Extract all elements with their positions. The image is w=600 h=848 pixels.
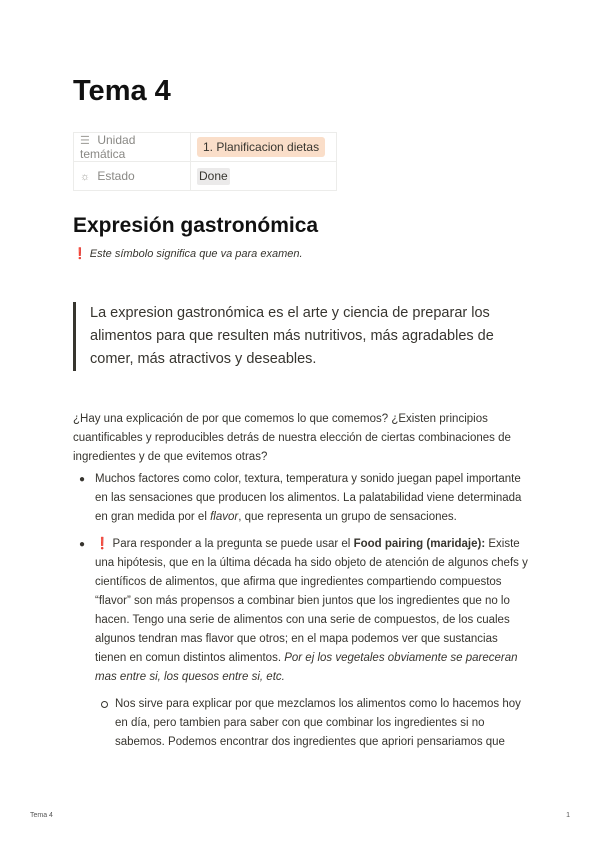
property-value-cell[interactable] — [191, 162, 337, 191]
list-item — [73, 470, 528, 527]
property-row — [74, 162, 337, 191]
property-label: Unidad temática — [80, 133, 136, 161]
property-tag[interactable]: 1. Planificacion dietas — [197, 137, 325, 157]
property-label-cell — [74, 162, 191, 191]
exam-note-text: Este símbolo significa que va para examen. — [89, 248, 303, 260]
bullet-list — [73, 470, 528, 760]
exclamation-icon: ❗ — [95, 538, 110, 550]
bullet-strong: Food pairing (maridaje): — [353, 538, 486, 550]
bullet-emphasis: flavor — [210, 511, 239, 523]
bullet-text: Para responder a la pregunta se puede usar el — [112, 538, 354, 550]
exclamation-icon: ❗ — [73, 248, 87, 260]
property-label: Estado — [97, 169, 135, 183]
intro-paragraph: ¿Hay una explicación de por que comemos lo que comemos? ¿Existen principios cuantificables y reproducibles detrás de nuestra elección de ciertas combinaciones de ingredientes y de que evitemos otras? — [73, 413, 511, 463]
bullet-text: Muchos factores como color, textura, temperatura y sonido juegan papel importante en las sensaciones que producen los alimentos. La palatabilidad viene determinada en gran medida por el — [95, 473, 522, 523]
definition-quote: La expresion gastronómica es el arte y ciencia de preparar los alimentos para que resulten más nutritivos, más agradables de comer, más atractivos y deseables. — [73, 302, 530, 371]
list-item — [95, 695, 528, 752]
list-item — [73, 535, 528, 752]
property-value-cell[interactable] — [191, 133, 337, 162]
properties-table — [73, 132, 337, 191]
status-icon: ☼ — [80, 171, 91, 183]
sub-bullet-text: Nos sirve para explicar por que mezclamos los alimentos como lo hacemos hoy en día, pero tambien para saber con que combinar los ingredientes si no sabemos. Podemos encontrar dos ingredientes que apriori pensariamos que — [115, 698, 521, 748]
exam-note — [73, 246, 303, 262]
property-row — [74, 133, 337, 162]
hollow-bullet-icon — [101, 701, 108, 708]
bullet-text: Existe una hipótesis, que en la última década ha sido objeto de atención de algunos chefs y científicos de alimentos, que afirma que ingredientes compartiendo compuestos “flavor” son más propensos a combinar bien juntos que los ingredientes que no lo hacen. Tengo una serie de alimentos con una serie de compuestos, de los cuales algunos tendran mas flavor que otros; en el mapa podemos ver que sustancias tienen en comun distintos alimentos. — [95, 538, 528, 664]
status-value[interactable]: Done — [199, 168, 228, 183]
bullet-icon: ● — [79, 474, 86, 485]
page-title: Tema 4 — [73, 75, 171, 107]
footer-title: Tema 4 — [30, 812, 53, 819]
bullet-text: , que representa un grupo de sensaciones. — [238, 511, 457, 523]
sub-bullet-list — [95, 695, 528, 752]
bullet-icon: ● — [79, 539, 86, 550]
list-icon: ☰ — [80, 135, 90, 147]
section-heading: Expresión gastronómica — [73, 214, 319, 237]
property-label-cell — [74, 133, 191, 162]
page-number: 1 — [566, 812, 570, 819]
bullet-emphasis: Por ej los vegetales obviamente se pareceran mas entre si, los quesos entre si, etc. — [95, 652, 518, 683]
